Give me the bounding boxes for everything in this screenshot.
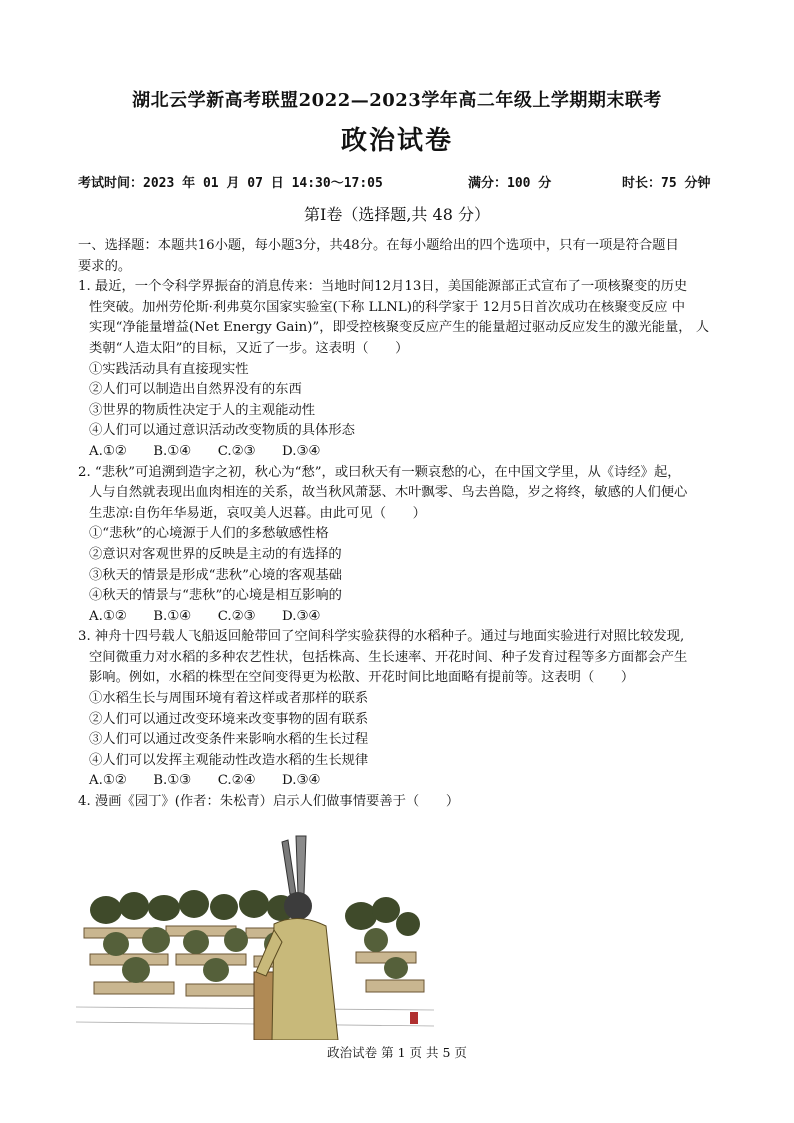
exam-title: 湖北云学新高考联盟2022—2023学年高二年级上学期期末联考 <box>132 90 662 111</box>
statement: ②人们可以通过改变环境来改变事物的固有联系 <box>89 711 369 727</box>
section-title: 第Ⅰ卷（选择题,共 48 分） <box>304 205 490 224</box>
question-stem-line: 2. “悲秋”可追溯到造字之初，秋心为“愁”，或曰秋天有一颗哀愁的心，在中国文学里，从《诗经》起， <box>78 464 681 480</box>
exam-time: 考试时间：2023 年 01 月 07 日 14:30～17:05 <box>78 176 383 191</box>
statement: ①实践活动具有直接现实性 <box>89 361 249 377</box>
question-stem-line: 实现“净能量增益(Net Energy Gain)”，即受控核聚变反应产生的能量超过驱动反应发生的激光能量， 人 <box>89 320 710 336</box>
cartoon-gardener-image <box>76 832 434 1040</box>
question-3 <box>78 627 730 792</box>
instructions-line: 要求的。 <box>78 258 132 274</box>
subject-title: 政治试卷 <box>340 126 453 156</box>
question-stem-line: 4. 漫画《园丁》(作者：朱松青）启示人们做事情要善于（ ） <box>78 794 460 810</box>
statement: ①水稻生长与周围环境有着这样或者那样的联系 <box>89 691 369 707</box>
statement: ④人们可以通过意识活动改变物质的具体形态 <box>89 423 355 439</box>
question-stem-line: 3. 神舟十四号载人飞船返回舱带回了空间科学实验获得的水稻种子。通过与地面实验进行对照比较发现, <box>78 629 685 645</box>
answer-options: A.①② B.①④ C.②③ D.③④ <box>89 443 321 459</box>
question-body <box>78 236 730 813</box>
question-stem-line: 空间微重力对水稻的多种农艺性状，包括株高、生长速率、开花时间、种子发育过程等多方面都会产生 <box>89 649 688 665</box>
statement: ②意识对客观世界的反映是主动的有选择的 <box>89 546 342 562</box>
question-2 <box>78 463 730 628</box>
full-score: 满分：100 分 <box>468 176 552 191</box>
statement: ③世界的物质性决定于人的主观能动性 <box>89 402 316 418</box>
question-4 <box>78 792 730 813</box>
question-stem-line: 人与自然就表现出血肉相连的关系，故当秋风萧瑟、木叶飘零、鸟去兽隐，岁之将终，敏感的人们便心 <box>89 485 688 501</box>
answer-options: A.①② B.①④ C.②③ D.③④ <box>89 608 321 624</box>
question-stem-line: 类朝“人造太阳”的目标，又近了一步。这表明（ ） <box>89 340 409 356</box>
statement: ④秋天的情景与“悲秋”的心境是相互影响的 <box>89 588 342 604</box>
statement: ④人们可以发挥主观能动性改造水稻的生长规律 <box>89 752 369 768</box>
statement: ①“悲秋”的心境源于人们的多愁敏感性格 <box>89 526 329 542</box>
duration: 时长：75 分钟 <box>622 176 711 191</box>
question-1 <box>78 277 730 462</box>
answer-options: A.①② B.①③ C.②④ D.③④ <box>89 773 321 789</box>
statement: ②人们可以制造出自然界没有的东西 <box>89 382 302 398</box>
question-stem-line: 1. 最近，一个令科学界振奋的消息传来：当地时间12月13日，美国能源部正式宣布了一项核聚变的历史 <box>78 279 688 295</box>
statement: ③人们可以通过改变条件来影响水稻的生长过程 <box>89 732 369 748</box>
statement: ③秋天的情景是形成“悲秋”心境的客观基础 <box>89 567 342 583</box>
question-stem-line: 影响。例如，水稻的株型在空间变得更为松散、开花时间比地面略有提前等。这表明（ ） <box>89 670 635 686</box>
question-stem-line: 性突破。加州劳伦斯·利弗莫尔国家实验室(下称 LLNL)的科学家于 12月5日首次成功在核聚变反应 中 <box>89 299 686 315</box>
question-stem-line: 生悲凉:自伤年华易逝，哀叹美人迟暮。由此可见（ ） <box>89 505 426 521</box>
instructions-line: 一、选择题：本题共16小题，每小题3分，共48分。在每小题给出的四个选项中，只有一项是符合题目 <box>78 238 679 253</box>
page-footer: 政治试卷 第 1 页 共 5 页 <box>327 1045 467 1060</box>
